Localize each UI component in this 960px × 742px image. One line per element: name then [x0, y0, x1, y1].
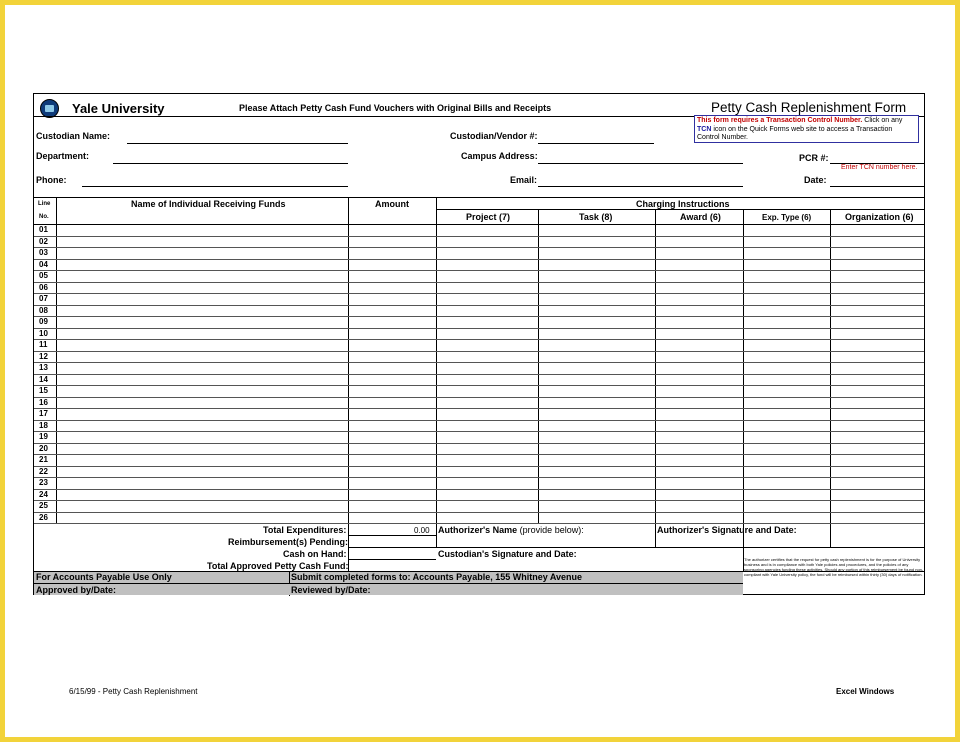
petty-cash-form [33, 93, 925, 595]
authorizer-signature-label: Authorizer's Signature and Date: [657, 525, 797, 535]
table-row[interactable] [34, 305, 924, 306]
reviewed-by-date-label: Reviewed by/Date: [291, 585, 371, 595]
line-number: 20 [39, 443, 48, 453]
total-expenditures-value: 0.00 [414, 526, 430, 535]
authorizer-name-label: Authorizer's Name (provide below): [438, 525, 584, 535]
line-number: 05 [39, 271, 48, 280]
line-number: 03 [39, 248, 48, 257]
email-field[interactable] [538, 186, 743, 187]
award-col-header: Award (6) [680, 212, 721, 222]
cash-on-hand-label: Cash on Hand: [283, 549, 347, 559]
line-number: 08 [39, 305, 48, 315]
submit-instructions: Submit completed forms to: Accounts Payable, 155 Whitney Avenue [291, 572, 583, 582]
custodian-name-field[interactable] [127, 143, 348, 144]
table-row[interactable] [34, 282, 924, 283]
line-number: 12 [39, 351, 48, 361]
table-row[interactable] [34, 362, 924, 363]
campus-address-field[interactable] [538, 163, 743, 164]
form-title: Petty Cash Replenishment Form [711, 100, 907, 115]
table-row[interactable] [34, 270, 924, 271]
table-row[interactable] [34, 512, 924, 513]
reimbursement-pending-label: Reimbursement(s) Pending: [228, 537, 349, 547]
table-row[interactable] [34, 466, 924, 467]
project-col-header: Project (7) [466, 212, 511, 222]
line-number: 07 [39, 294, 48, 303]
tcn-link[interactable]: TCN [697, 125, 712, 133]
org-name: Yale University [72, 101, 165, 116]
custodian-vendor-field[interactable] [538, 143, 654, 144]
name-col-header: Name of Individual Receiving Funds [131, 199, 286, 209]
date-label: Date: [804, 175, 827, 185]
line-number: 06 [39, 282, 48, 292]
tcn-hint: Enter TCN number here. [841, 164, 918, 171]
authorizer-certification: The authorizer certifies that the request for petty cash replenishment is for the purpose of University business and is in compliance with both Yale policies and procedures, and the policies of any sponsoring agencies funding these activities. Should any portion of this reimbursement be found non-compliant with Yale University policy, the fund will be reimbursed within thirty (30) days of notification. [744, 557, 924, 577]
line-number: 11 [39, 340, 48, 349]
line-number: 09 [39, 317, 48, 326]
line-number: 10 [39, 328, 48, 338]
charging-instructions-header: Charging Instructions [636, 199, 730, 209]
amount-col-header: Amount [375, 199, 409, 209]
line-number: 01 [39, 225, 48, 234]
line-number: 16 [39, 397, 48, 407]
attach-instruction: Please Attach Petty Cash Fund Vouchers with Original Bills and Receipts [239, 103, 552, 113]
line-number: 23 [39, 478, 48, 487]
table-row[interactable] [34, 397, 924, 398]
table-row[interactable] [34, 420, 924, 421]
phone-label: Phone: [36, 175, 67, 185]
table-row[interactable] [34, 293, 924, 294]
tcn-notice-red: This form requires a Transaction Control Number. [697, 117, 863, 124]
line-number: 19 [39, 432, 48, 441]
total-expenditures-label: Total Expenditures: [263, 525, 347, 535]
email-label: Email: [510, 175, 538, 185]
line-number: 17 [39, 409, 48, 418]
approved-by-date-label: Approved by/Date: [36, 585, 117, 595]
table-row[interactable] [34, 259, 924, 260]
table-row[interactable] [34, 247, 924, 248]
tcn-notice: This form requires a Transaction Control Number. Click on any TCN icon on the Quick Forms web site to access a Transaction Control Number. [694, 115, 919, 143]
table-row[interactable] [34, 523, 924, 524]
table-row[interactable] [34, 500, 924, 501]
campus-address-label: Campus Address: [461, 151, 538, 161]
line-number: 04 [39, 259, 48, 269]
table-row[interactable] [34, 454, 924, 455]
no-col-header: No. [39, 214, 49, 220]
line-number: 26 [39, 512, 48, 522]
table-row[interactable] [34, 385, 924, 386]
task-col-header: Task (8) [579, 212, 613, 222]
footer-right: Excel Windows [836, 687, 895, 696]
footer-left: 6/15/99 - Petty Cash Replenishment [69, 687, 198, 696]
line-number: 22 [39, 466, 48, 476]
ap-use-only-label: For Accounts Payable Use Only [36, 572, 172, 582]
custodian-vendor-label: Custodian/Vendor #: [450, 131, 538, 141]
line-number: 15 [39, 386, 48, 395]
table-row[interactable] [34, 236, 924, 237]
table-row[interactable] [34, 374, 924, 375]
line-number: 18 [39, 420, 48, 430]
table-row[interactable] [34, 477, 924, 478]
line-number: 02 [39, 236, 48, 246]
table-row[interactable] [34, 316, 924, 317]
department-label: Department: [36, 151, 90, 161]
organization-col-header: Organization (6) [845, 212, 914, 222]
exp-type-col-header: Exp. Type (6) [762, 213, 812, 222]
table-row[interactable] [34, 328, 924, 329]
total-approved-fund-label: Total Approved Petty Cash Fund: [207, 561, 349, 571]
table-row[interactable] [34, 408, 924, 409]
pcr-label: PCR #: [799, 153, 829, 163]
line-number: 14 [39, 374, 48, 384]
table-row[interactable] [34, 351, 924, 352]
custodian-signature-label: Custodian's Signature and Date: [438, 549, 577, 559]
department-field[interactable] [113, 163, 348, 164]
table-row[interactable] [34, 489, 924, 490]
line-number: 24 [39, 489, 48, 499]
line-number: 13 [39, 363, 48, 372]
table-row[interactable] [34, 339, 924, 340]
table-row[interactable] [34, 443, 924, 444]
table-row[interactable] [34, 431, 924, 432]
line-number: 25 [39, 501, 48, 510]
custodian-name-label: Custodian Name: [36, 131, 111, 141]
date-field[interactable] [830, 186, 924, 187]
line-col-header: Line [38, 201, 51, 207]
phone-field[interactable] [82, 186, 348, 187]
line-number: 21 [39, 455, 48, 464]
